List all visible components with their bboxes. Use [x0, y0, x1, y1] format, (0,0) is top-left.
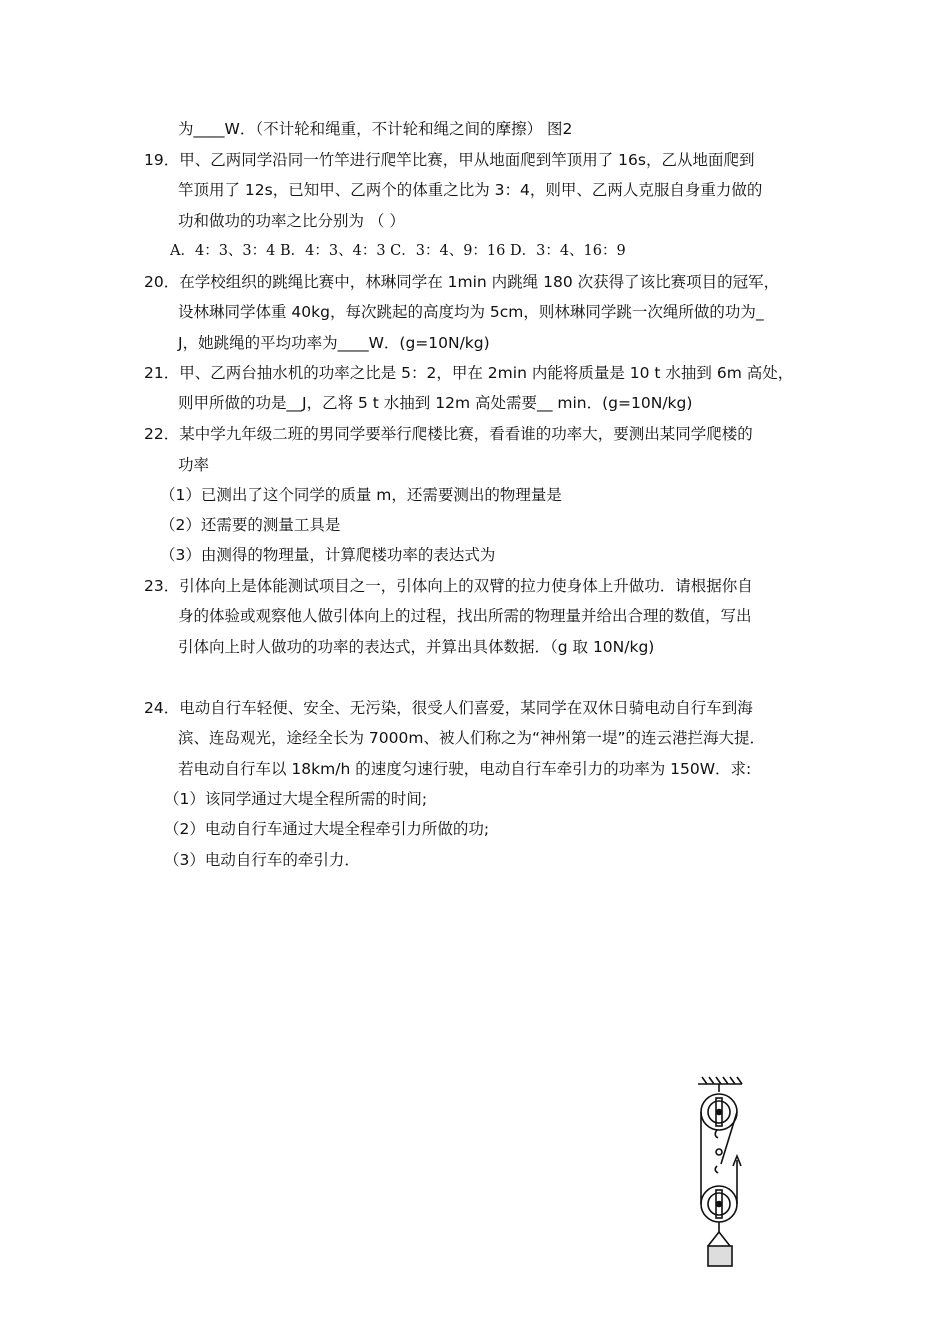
q23-line-2: 身的体验或观察他人做引体向上的过程，找出所需的物理量并给出合理的数值，写出 [178, 607, 752, 625]
q22-line-1: 22．某中学九年级二班的男同学要举行爬楼比赛，看看谁的功率大，要测出某同学爬楼的 [144, 425, 753, 443]
q24-sub-3: （3）电动自行车的牵引力． [164, 851, 360, 869]
line-fig-ref: 为____W．（不计轮和绳重，不计轮和绳之间的摩擦） 图2 [178, 120, 573, 138]
q24-line-2: 滨、连岛观光，途经全长为 7000m、被人们称之为“神州第一堤”的连云港拦海大提． [178, 729, 766, 747]
q24-sub-1: （1）该同学通过大堤全程所需的时间; [164, 790, 428, 808]
q21-line-1: 21．甲、乙两台抽水机的功率之比是 5：2，甲在 2min 内能将质量是 10 t 水抽到 6m 高处， [144, 364, 794, 382]
q20-line-3: J，她跳绳的平均功率为____W．(g=10N/kg) [178, 334, 490, 352]
q19-line-1: 19．甲、乙两同学沿同一竹竿进行爬竿比赛，甲从地面爬到竿顶用了 16s，乙从地面爬到 [144, 151, 755, 169]
q22-sub-1: （1）已测出了这个同学的质量 m，还需要测出的物理量是 [160, 486, 562, 504]
pulley-block-diagram-icon [690, 1074, 760, 1274]
q24-sub-2: （2）电动自行车通过大堤全程牵引力所做的功; [164, 820, 490, 838]
q22-sub-2: （2）还需要的测量工具是 [160, 516, 341, 534]
q19-options: A．4：3、3：4 B．4：3、4：3 C．3：4、9：16 D．3：4、16：9 [170, 243, 626, 259]
q23-line-3: 引体向上时人做功的功率的表达式，并算出具体数据．（g 取 10N/kg) [178, 638, 655, 656]
q24-line-3: 若电动自行车以 18km/h 的速度匀速行驶，电动自行车牵引力的功率为 150W．求: [178, 760, 752, 778]
q24-line-1: 24．电动自行车轻便、安全、无污染，很受人们喜爱，某同学在双休日骑电动自行车到海 [144, 699, 753, 717]
q22-sub-3: （3）由测得的物理量，计算爬楼功率的表达式为 [160, 546, 496, 564]
q22-line-2: 功率 [178, 456, 210, 474]
q21-line-2: 则甲所做的功是__J，乙将 5 t 水抽到 12m 高处需要__ min．(g=10N/kg) [178, 394, 693, 412]
q20-line-2: 设林琳同学体重 40kg，每次跳起的高度均为 5cm，则林琳同学跳一次绳所做的功为_ [178, 303, 764, 321]
q20-line-1: 20．在学校组织的跳绳比赛中，林琳同学在 1min 内跳绳 180 次获得了该比赛项目的冠军， [144, 273, 780, 291]
q19-line-2: 竿顶用了 12s，已知甲、乙两个的体重之比为 3：4，则甲、乙两人克服自身重力做的 [178, 181, 763, 199]
q23-line-1: 23．引体向上是体能测试项目之一，引体向上的双臂的拉力使身体上升做功．请根据你自 [144, 577, 753, 595]
q19-line-3: 功和做功的功率之比分别为 （ ） [178, 212, 405, 230]
